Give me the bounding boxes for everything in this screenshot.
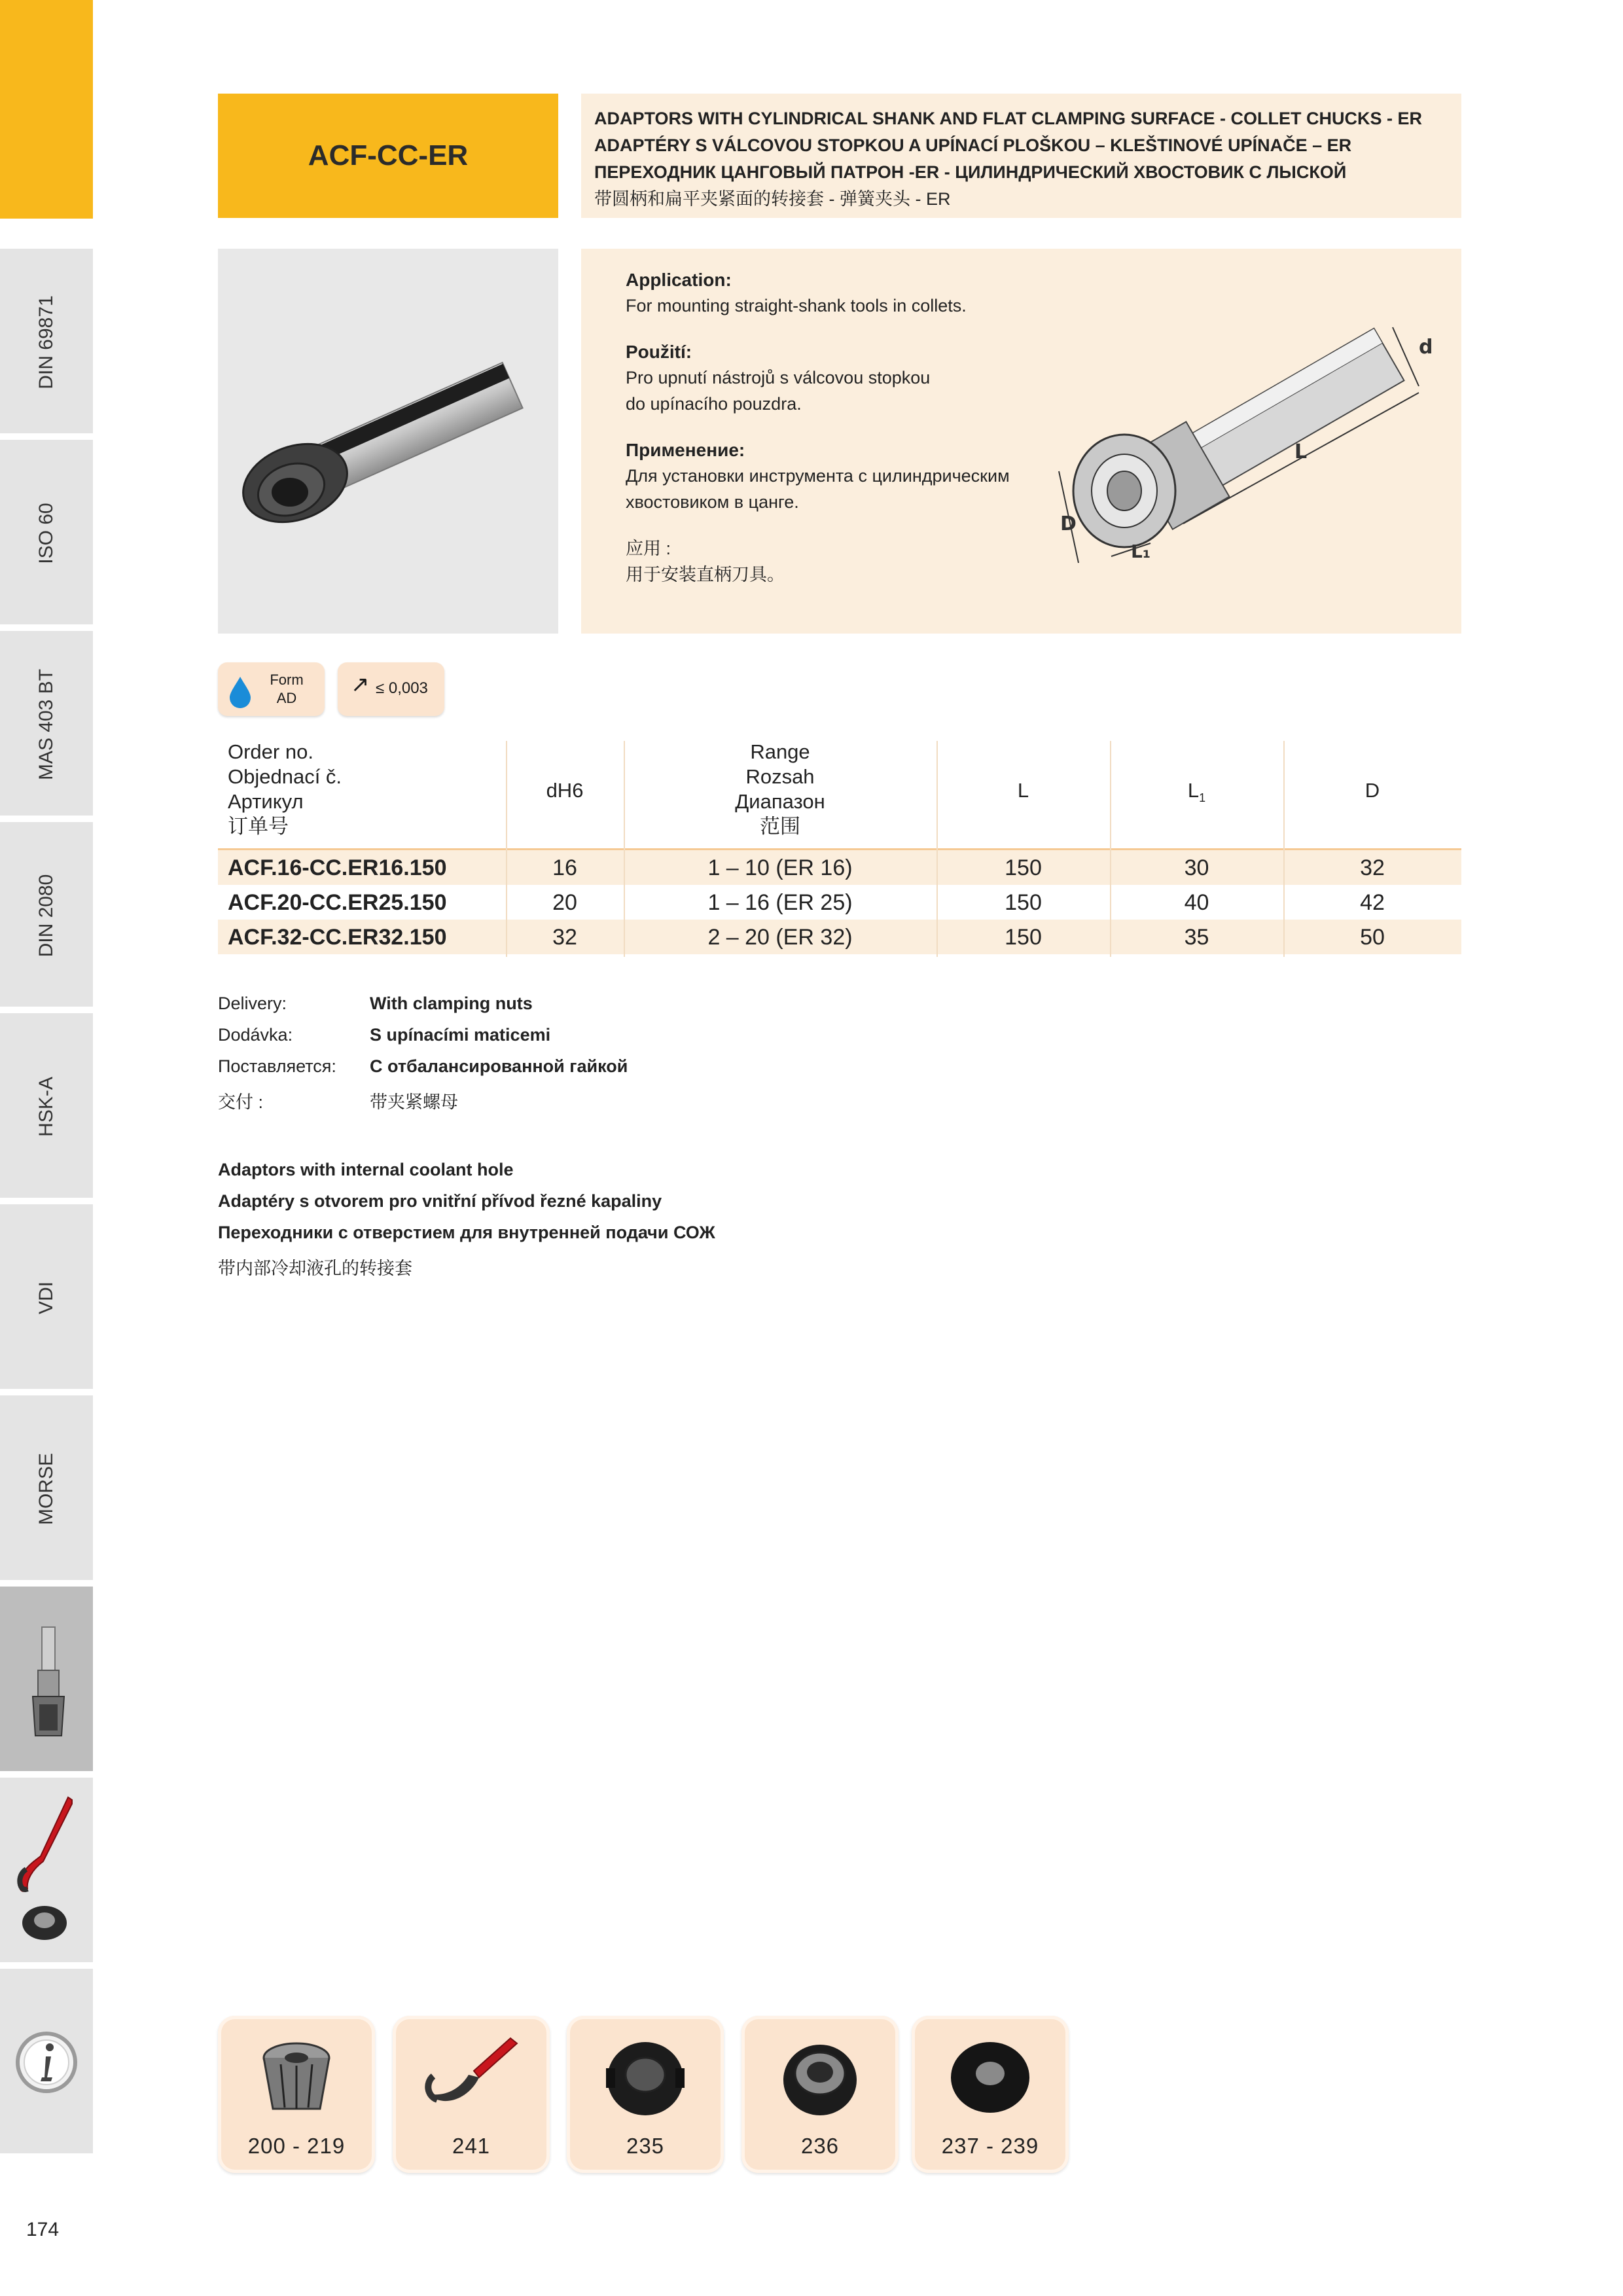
col-l1-header — [1110, 779, 1283, 805]
column-divider — [1283, 741, 1285, 957]
delivery-value-cn: 带夹紧螺母 — [370, 1092, 458, 1112]
sidebar-tab-accessories[interactable] — [0, 1775, 93, 1962]
collet-icon — [244, 2032, 349, 2123]
col-d-header: D — [1364, 779, 1380, 802]
l1-header-text: L — [1187, 779, 1200, 802]
column-divider — [936, 741, 938, 957]
sidebar-tab-din-69871[interactable] — [0, 246, 93, 433]
row-order-code: ACF.16-CC.ER16.150 — [228, 855, 447, 880]
row-d: 32 — [1360, 855, 1385, 880]
form-label: Form — [270, 672, 304, 688]
range-header-ru: Диапазон — [735, 790, 825, 813]
sidebar-tab-din-2080[interactable] — [0, 819, 93, 1007]
accessory-pages: 241 — [452, 2134, 491, 2158]
row-range: 1 – 16 (ER 25) — [707, 890, 853, 915]
info-icon — [0, 1969, 93, 2156]
product-title: ACF-CC-ER — [308, 139, 469, 171]
row-range: 1 – 10 (ER 16) — [707, 855, 853, 880]
application-heading-cn: 应用 : — [626, 539, 671, 558]
application-heading-en: Application: — [626, 270, 732, 290]
sidebar-tab-label: DIN 69871 — [35, 295, 57, 389]
row-l: 150 — [1005, 890, 1042, 915]
row-dh6: 16 — [552, 855, 577, 880]
coolant-note-en: Adaptors with internal coolant hole — [218, 1160, 514, 1179]
diagram-label-L1: L₁ — [1131, 541, 1151, 562]
subtitle-en: ADAPTORS WITH CYLINDRICAL SHANK AND FLAT CLAMPING SURFACE - COLLET CHUCKS - ER — [594, 109, 1422, 128]
coolant-drop-icon — [227, 674, 253, 708]
range-header-en: Range — [750, 740, 810, 763]
runout-arrow-icon: ↗ — [351, 672, 370, 697]
runout-badge — [338, 662, 444, 716]
delivery-label-ru: Поставляется: — [218, 1056, 336, 1076]
accessory-pages: 236 — [800, 2134, 840, 2158]
range-header-cn: 范围 — [760, 815, 800, 838]
sealing-disc-icon — [938, 2032, 1043, 2123]
dimension-drawing — [1033, 275, 1452, 589]
application-text-cn: 用于安装直柄刀具。 — [626, 565, 785, 584]
sidebar-tab-morse[interactable] — [0, 1393, 93, 1580]
sidebar-tab-label: ISO 60 — [35, 503, 57, 564]
delivery-value-en: With clamping nuts — [370, 994, 533, 1013]
subtitle-ru: ПЕРЕХОДНИК ЦАНГОВЫЙ ПАТРОН -ER - ЦИЛИНДРИЧЕСКИЙ ХВОСТОВИК С ЛЫСКОЙ — [594, 162, 1347, 182]
subtitle-cn: 带圆柄和扁平夹紧面的转接套 - 弹簧夹头 - ER — [594, 189, 951, 209]
coolant-note-cz: Adaptéry s otvorem pro vnitřní přívod řezné kapaliny — [218, 1191, 662, 1211]
table-row[interactable] — [218, 885, 1461, 920]
application-heading-ru: Применение: — [626, 440, 745, 460]
accessory-card-collets[interactable] — [218, 2016, 375, 2173]
delivery-label-en: Delivery: — [218, 994, 287, 1013]
col-order-header — [228, 740, 342, 839]
form-ad-badge — [218, 662, 325, 716]
sidebar-tab-label: VDI — [35, 1281, 57, 1315]
row-d: 50 — [1360, 925, 1385, 950]
application-text-ru-2: хвостовиком в цанге. — [626, 492, 799, 512]
row-l1: 40 — [1184, 890, 1209, 915]
delivery-value-ru: С отбалансированной гайкой — [370, 1056, 628, 1076]
sidebar-tab-hsk-a[interactable] — [0, 1011, 93, 1198]
col-dh6-header: dH6 — [546, 779, 584, 802]
sidebar-tab-label: MORSE — [35, 1452, 57, 1526]
sidebar-tab-mas-403-bt[interactable] — [0, 628, 93, 816]
cylindrical-adaptor-icon — [0, 1587, 93, 1774]
diagram-label-d: d — [1419, 336, 1433, 359]
section-sidebar — [0, 0, 93, 2179]
row-dh6: 20 — [552, 890, 577, 915]
column-divider — [506, 741, 507, 957]
application-text-ru-1: Для установки инструмента с цилиндрическим — [626, 466, 1010, 486]
l1-header-sub: 1 — [1199, 791, 1206, 805]
wrench-icon — [419, 2032, 524, 2123]
runout-value: ≤ 0,003 — [376, 679, 428, 697]
row-l: 150 — [1005, 855, 1042, 880]
clamping-nut-icon — [593, 2032, 698, 2123]
row-range: 2 – 20 (ER 32) — [707, 925, 853, 950]
accessory-pages: 237 - 239 — [941, 2134, 1039, 2158]
col-l-header: L — [1017, 779, 1029, 802]
row-l1: 30 — [1184, 855, 1209, 880]
range-header-cz: Rozsah — [745, 765, 815, 788]
column-divider — [624, 741, 625, 957]
table-row[interactable] — [218, 850, 1461, 885]
diagram-label-D: D — [1060, 512, 1077, 535]
sidebar-tab-cylindrical-shank[interactable] — [0, 1584, 93, 1771]
application-heading-cz: Použití: — [626, 342, 692, 362]
row-order-code: ACF.20-CC.ER25.150 — [228, 890, 447, 915]
table-row[interactable] — [218, 920, 1461, 954]
subtitle-cz: ADAPTÉRY S VÁLCOVOU STOPKOU A UPÍNACÍ PLOŠKOU – KLEŠTINOVÉ UPÍNAČE – ER — [594, 135, 1352, 155]
sidebar-tab-info[interactable] — [0, 1966, 93, 2153]
form-value: AD — [276, 690, 297, 706]
application-text-cz-2: do upínacího pouzdra. — [626, 394, 802, 414]
order-header-ru: Артикул — [228, 790, 304, 813]
accessory-card-bearing-nut[interactable] — [741, 2016, 899, 2173]
order-header-en: Order no. — [228, 740, 313, 763]
delivery-value-cz: S upínacími maticemi — [370, 1025, 551, 1045]
order-header-cz: Objednací č. — [228, 765, 342, 788]
sidebar-tab-iso-60[interactable] — [0, 437, 93, 624]
accessory-card-clamping-nut[interactable] — [567, 2016, 724, 2173]
sidebar-accent-tab — [0, 0, 93, 219]
product-subtitle-box — [581, 94, 1461, 218]
product-title-box — [218, 94, 558, 218]
row-dh6: 32 — [552, 925, 577, 950]
col-range-header — [624, 740, 936, 839]
application-text-en: For mounting straight-shank tools in collets. — [626, 296, 967, 315]
row-l1: 35 — [1184, 925, 1209, 950]
adaptor-photo-illustration — [218, 249, 558, 634]
row-order-code: ACF.32-CC.ER32.150 — [228, 925, 447, 950]
application-text-cz-1: Pro upnutí nástrojů s válcovou stopkou — [626, 368, 931, 387]
sidebar-tab-vdi[interactable] — [0, 1202, 93, 1389]
coolant-note-ru: Переходники с отверстием для внутренней подачи СОЖ — [218, 1223, 715, 1242]
delivery-label-cn: 交付 : — [218, 1092, 264, 1112]
accessory-pages: 235 — [626, 2134, 665, 2158]
row-d: 42 — [1360, 890, 1385, 915]
application-box — [581, 249, 1461, 634]
diagram-label-L: L — [1294, 440, 1308, 463]
sidebar-tab-label: DIN 2080 — [35, 874, 57, 958]
row-l: 150 — [1005, 925, 1042, 950]
product-photo — [218, 249, 558, 634]
column-divider — [1110, 741, 1111, 957]
sidebar-tab-label: MAS 403 BT — [35, 668, 57, 781]
coolant-note-cn: 带内部冷却液孔的转接套 — [218, 1259, 412, 1278]
bearing-nut-icon — [768, 2032, 872, 2123]
sidebar-tab-label: HSK-A — [35, 1077, 57, 1137]
wrench-and-nut-icon — [0, 1778, 93, 1965]
accessory-card-sealing-disc[interactable] — [912, 2016, 1069, 2173]
order-header-cn: 订单号 — [228, 815, 289, 838]
accessory-card-wrench[interactable] — [393, 2016, 550, 2173]
page-number: 174 — [26, 2219, 60, 2240]
delivery-label-cz: Dodávka: — [218, 1025, 293, 1045]
accessory-pages: 200 - 219 — [247, 2134, 346, 2158]
